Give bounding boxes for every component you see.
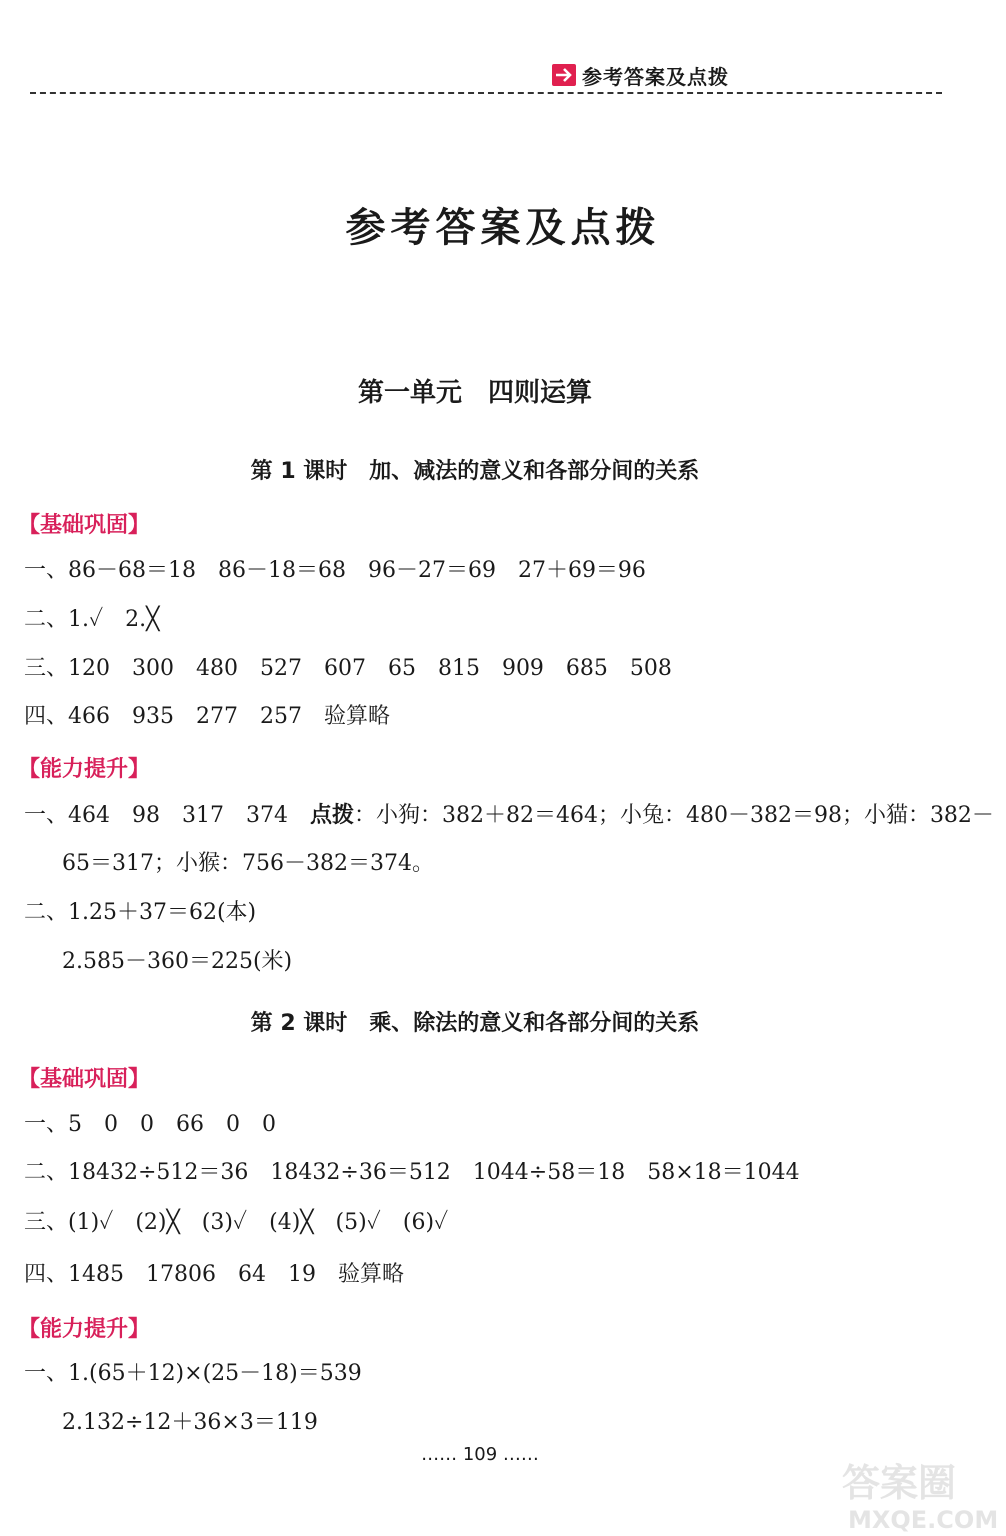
lesson2-basic-line-1: 一、5 0 0 66 0 0 xyxy=(24,1112,276,1137)
lesson1-adv-line-2: 65＝317；小猴：756－382＝374。 xyxy=(62,851,434,876)
lesson2-basic-line-4: 四、1485 17806 64 19 验算略 xyxy=(24,1262,404,1287)
lesson1-basic-line-2: 二、1.✓ 2.╳ xyxy=(24,607,160,632)
page-number: …… 109 …… xyxy=(421,1444,539,1465)
arrow-right-icon xyxy=(552,64,576,86)
lesson1-adv-line-3: 二、1.25＋37＝62(本) xyxy=(24,900,257,925)
lesson1-title: 第 1 课时 加、减法的意义和各部分间的关系 xyxy=(250,459,700,484)
svg-text:MXQE.COM: MXQE.COM xyxy=(848,1506,998,1532)
header-label: 参考答案及点拨 xyxy=(582,64,729,89)
lesson1-basic-line-1: 一、86－68＝18 86－18＝68 96－27＝69 27＋69＝96 xyxy=(24,558,646,583)
unit-title: 第一单元 四则运算 xyxy=(357,378,592,408)
lesson1-adv-line-1 xyxy=(24,800,994,831)
lesson1-basic-line-3: 三、120 300 480 527 607 65 815 909 685 508 xyxy=(24,656,672,681)
lesson1-basic-label: 【基础巩固】 xyxy=(18,513,151,538)
lesson2-adv-line-2: 2.132÷12＋36×3＝119 xyxy=(62,1410,318,1435)
lesson2-basic-label: 【基础巩固】 xyxy=(18,1067,151,1092)
hint-label: 点拨 xyxy=(309,802,354,828)
lesson1-adv-line-4: 2.585－360＝225(米) xyxy=(62,949,293,974)
header-badge xyxy=(552,62,729,88)
hint-text: ：小狗：382＋82＝464；小兔：480－382＝98；小猫：382－ xyxy=(353,803,994,828)
lesson2-title: 第 2 课时 乘、除法的意义和各部分间的关系 xyxy=(250,1011,700,1036)
adv-answers: 一、464 98 317 374 xyxy=(24,803,310,828)
lesson2-advanced-label: 【能力提升】 xyxy=(18,1317,151,1342)
header-divider xyxy=(30,92,942,94)
svg-text:答案圈: 答案圈 xyxy=(842,1461,957,1505)
lesson2-adv-line-1: 一、1.(65＋12)×(25－18)＝539 xyxy=(24,1361,362,1386)
lesson2-basic-line-3: 三、(1)✓ (2)╳ (3)✓ (4)╳ (5)✓ (6)✓ xyxy=(24,1210,449,1235)
lesson1-advanced-label: 【能力提升】 xyxy=(18,757,151,782)
lesson2-basic-line-2: 二、18432÷512＝36 18432÷36＝512 1044÷58＝18 58×18＝1044 xyxy=(24,1160,800,1185)
lesson1-basic-line-4: 四、466 935 277 257 验算略 xyxy=(24,704,390,729)
watermark-logo xyxy=(838,1454,998,1532)
page-title: 参考答案及点拨 xyxy=(345,205,661,251)
